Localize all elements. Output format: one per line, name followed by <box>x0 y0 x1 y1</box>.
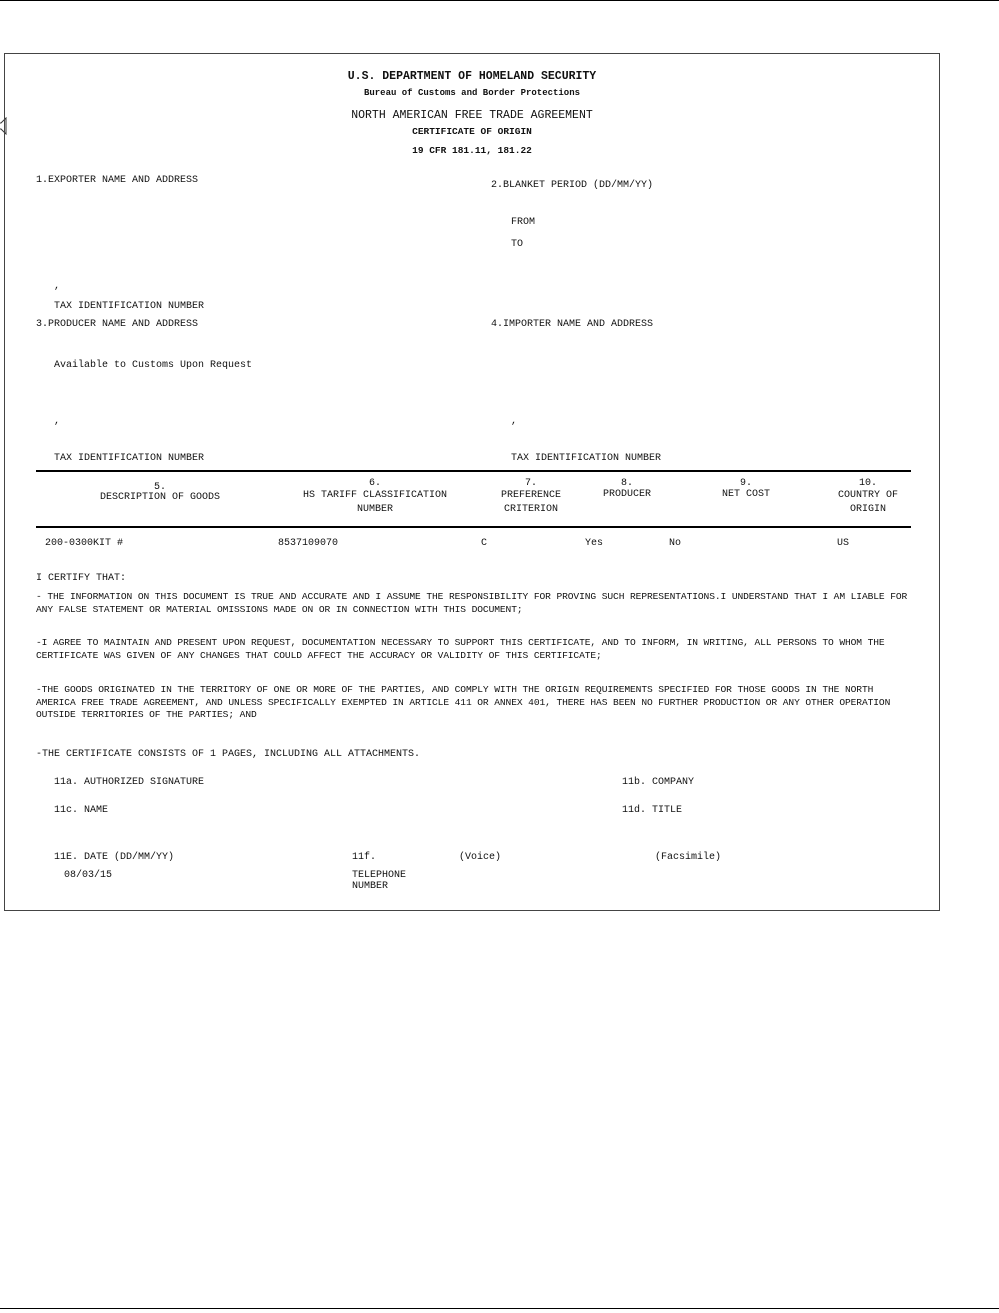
telephone-number-label: 11f. <box>352 852 377 863</box>
col7-title2: CRITERION <box>503 504 558 515</box>
table-header-rule <box>36 526 911 528</box>
certify-heading: I CERTIFY THAT: <box>36 573 127 584</box>
col8-number: 8. <box>620 478 633 489</box>
exporter-tax-id-label: TAX IDENTIFICATION NUMBER <box>54 301 205 312</box>
date-value: 08/03/15 <box>64 870 113 881</box>
table-top-rule <box>36 470 911 472</box>
col8-title: PRODUCER <box>602 489 651 500</box>
producer-note: Available to Customs Upon Request <box>54 360 253 371</box>
row-description: 200-0300KIT # <box>45 538 124 549</box>
col10-title2: ORIGIN <box>849 504 886 515</box>
col6-title2: NUMBER <box>356 504 393 515</box>
agreement-title: NORTH AMERICAN FREE TRADE AGREEMENT <box>351 109 593 122</box>
col7-number: 7. <box>524 478 537 489</box>
col9-title: NET COST <box>721 489 770 500</box>
top-rule <box>0 0 999 1</box>
agency-title: U.S. DEPARTMENT OF HOMELAND SECURITY <box>347 70 597 83</box>
regulation-ref: 19 CFR 181.11, 181.22 <box>412 145 532 156</box>
row-criterion: C <box>481 538 488 549</box>
col5-number: 5. <box>153 482 166 493</box>
producer-tax-id-label: TAX IDENTIFICATION NUMBER <box>54 453 205 464</box>
row-hs-number: 8537109070 <box>278 538 339 549</box>
blanket-to-label: TO <box>511 239 524 250</box>
row-producer: Yes <box>585 538 604 549</box>
exporter-comma: , <box>54 281 61 292</box>
importer-tax-id-label: TAX IDENTIFICATION NUMBER <box>511 453 662 464</box>
telephone-label-2: NUMBER <box>352 881 389 892</box>
blanket-period-label: 2.BLANKET PERIOD (DD/MM/YY) <box>491 180 654 191</box>
producer-comma: , <box>54 416 61 427</box>
certify-paragraph-3: -THE GOODS ORIGINATED IN THE TERRITORY OF ONE OR MORE OF THE PARTIES, AND COMPLY WITH THE ORIGIN REQUIREMENTS SPECIFIED FOR THOSE GOODS IN THE NORTH AMERICA FREE TRADE AGREEMENT, AND UNLESS SPECIFICALLY EXEMPTED IN ARTICLE 411 OR ANNEX 401, THERE HAS BEEN NO FURTHER PRODUCTION OR ANY OTHER OPERATION OUTSIDE TERRITORIES OF THE PARTIES; AND <box>36 684 891 720</box>
company-label: 11b. COMPANY <box>622 777 695 788</box>
col10-title: COUNTRY OF <box>837 490 898 501</box>
signature-label: 11a. AUTHORIZED SIGNATURE <box>54 777 205 788</box>
row-net-cost: No <box>669 538 682 549</box>
col5-title: DESCRIPTION OF GOODS <box>99 492 221 503</box>
col10-number: 10. <box>858 478 877 489</box>
col6-number: 6. <box>368 478 381 489</box>
title-label: 11d. TITLE <box>622 805 683 816</box>
bottom-rule <box>0 1308 999 1309</box>
name-label: 11c. NAME <box>54 805 109 816</box>
col6-title: HS TARIFF CLASSIFICATION <box>302 490 448 501</box>
col9-number: 9. <box>739 478 752 489</box>
importer-comma: , <box>511 416 518 427</box>
producer-label: 3.PRODUCER NAME AND ADDRESS <box>36 319 199 330</box>
bureau-subtitle: Bureau of Customs and Border Protections <box>363 88 581 98</box>
voice-label: (Voice) <box>459 852 502 863</box>
certify-paragraph-2: -I AGREE TO MAINTAIN AND PRESENT UPON REQUEST, DOCUMENTATION NECESSARY TO SUPPORT THIS CERTIFICATE, AND TO INFORM, IN WRITING, ALL PERSONS TO WHOM THE CERTIFICATE WAS GIVEN OF ANY CHANGES THAT COULD AFFECT THE ACCURACY OR VALIDITY OF THIS CERTIFICATE; <box>36 637 885 661</box>
blanket-from-label: FROM <box>511 217 536 228</box>
importer-label: 4.IMPORTER NAME AND ADDRESS <box>491 319 654 330</box>
telephone-label: TELEPHONE <box>352 870 407 881</box>
exporter-label: 1.EXPORTER NAME AND ADDRESS <box>36 175 199 186</box>
facsimile-label: (Facsimile) <box>655 852 722 863</box>
row-country: US <box>837 538 850 549</box>
form-title: CERTIFICATE OF ORIGIN <box>412 126 532 137</box>
certify-paragraph-1: - THE INFORMATION ON THIS DOCUMENT IS TRUE AND ACCURATE AND I ASSUME THE RESPONSIBILITY FOR PROVING SUCH REPRESENTATIONS.I UNDERSTAND THAT I AM LIABLE FOR ANY FALSE STATEMENT OR MATERIAL OMISSIONS MADE ON OR IN CONNECTION WITH THIS DOCUMENT; <box>36 591 908 615</box>
col7-title: PREFERENCE <box>500 490 561 501</box>
date-label: 11E. DATE (DD/MM/YY) <box>54 852 175 863</box>
certify-paragraph-4: -THE CERTIFICATE CONSISTS OF 1 PAGES, INCLUDING ALL ATTACHMENTS. <box>36 749 421 760</box>
